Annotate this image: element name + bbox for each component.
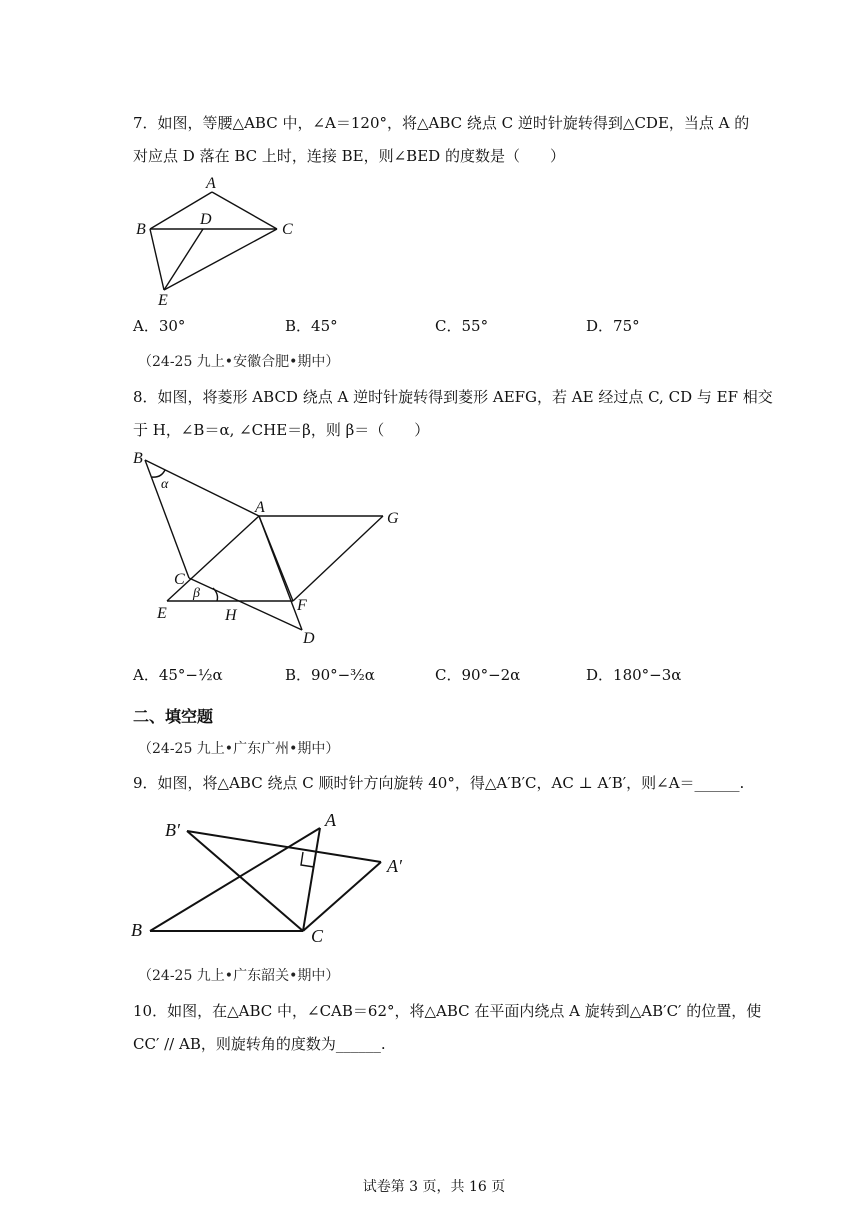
q8-option-a[interactable]: A．45°−½α	[133, 666, 223, 684]
q7-label-A: A	[206, 175, 216, 192]
q7-options	[133, 315, 733, 337]
q8-label-E: E	[157, 605, 167, 622]
q9-label-A: A	[325, 810, 336, 830]
q7-line2: 对应点 D 落在 BC 上时，连接 BE，则∠BED 的度数是（ ）	[133, 147, 565, 165]
q7-label-E: E	[158, 292, 168, 309]
q8-option-d[interactable]: D．180°−3α	[586, 666, 682, 684]
q7-segment-EC	[164, 229, 277, 290]
q9-segment-A2C	[303, 862, 381, 931]
q8-label-D: D	[303, 630, 315, 647]
q9-segment-AC	[303, 828, 320, 931]
q10-source: （24-25 九上•广东韶关•期中）	[138, 968, 340, 984]
q8-label-H: H	[225, 607, 237, 624]
q7-option-c[interactable]: C．55°	[435, 317, 489, 335]
q8-label-beta: β	[193, 586, 200, 601]
q7-option-a[interactable]: A．30°	[133, 317, 186, 335]
q8-source: （24-25 九上•安徽合肥•期中）	[138, 354, 340, 370]
q7-option-d[interactable]: D．75°	[586, 317, 640, 335]
q9-label-C: C	[311, 926, 324, 946]
page-footer: 试卷第 3 页，共 16 页	[362, 1179, 506, 1195]
q8-label-F: F	[297, 597, 307, 614]
q9-label-B: B	[131, 920, 142, 940]
q8-figure	[125, 448, 415, 653]
q7-label-B: B	[136, 221, 146, 238]
q8-label-alpha: α	[161, 477, 169, 492]
q8-segment-GF	[293, 516, 383, 601]
q9-segment-BA	[150, 828, 320, 931]
q7-line1: 7．如图，等腰△ABC 中，∠A＝120°，将△ABC 绕点 C 逆时针旋转得到△CDE，当点 A 的	[133, 114, 750, 132]
q9-figure	[125, 806, 425, 948]
q9-source: （24-25 九上•广东广州•期中）	[138, 741, 340, 757]
q7-label-C: C	[282, 221, 293, 238]
q10-line2: CC′ // AB，则旋转角的度数为______.	[133, 1035, 386, 1053]
q8-option-b[interactable]: B．90°−³⁄₂α	[285, 666, 375, 684]
q7-segment-ED	[164, 229, 203, 290]
q9-label-B-prime: B′	[165, 820, 180, 840]
q8-line1: 8．如图，将菱形 ABCD 绕点 A 逆时针旋转得到菱形 AEFG，若 AE 经过点 C, CD 与 EF 相交	[133, 388, 773, 406]
q9-label-A-prime: A′	[387, 856, 402, 876]
q10-line1: 10．如图，在△ABC 中，∠CAB＝62°，将△ABC 在平面内绕点 A 旋转到△AB′C′ 的位置，使	[133, 1002, 762, 1020]
q8-label-A: A	[255, 499, 265, 516]
q8-line2: 于 H，∠B＝α, ∠CHE＝β，则 β＝（ ）	[133, 421, 430, 439]
q8-option-c[interactable]: C．90°−2α	[435, 666, 521, 684]
section-fill-in-heading: 二、填空题	[133, 707, 214, 726]
q7-segment-BE	[150, 229, 164, 290]
q7-segment-AC	[212, 192, 277, 229]
q9-line1: 9．如图，将△ABC 绕点 C 顺时针方向旋转 40°，得△A′B′C，AC ⊥ A′B′，则∠A＝______.	[133, 774, 745, 792]
q8-options	[133, 664, 733, 688]
q8-label-B: B	[133, 450, 143, 467]
q8-label-C: C	[174, 571, 185, 588]
q9-right-angle-mark	[301, 852, 314, 867]
q7-figure	[130, 172, 310, 312]
q8-label-G: G	[387, 510, 399, 527]
q7-label-D: D	[200, 211, 212, 228]
q7-option-b[interactable]: B．45°	[285, 317, 338, 335]
